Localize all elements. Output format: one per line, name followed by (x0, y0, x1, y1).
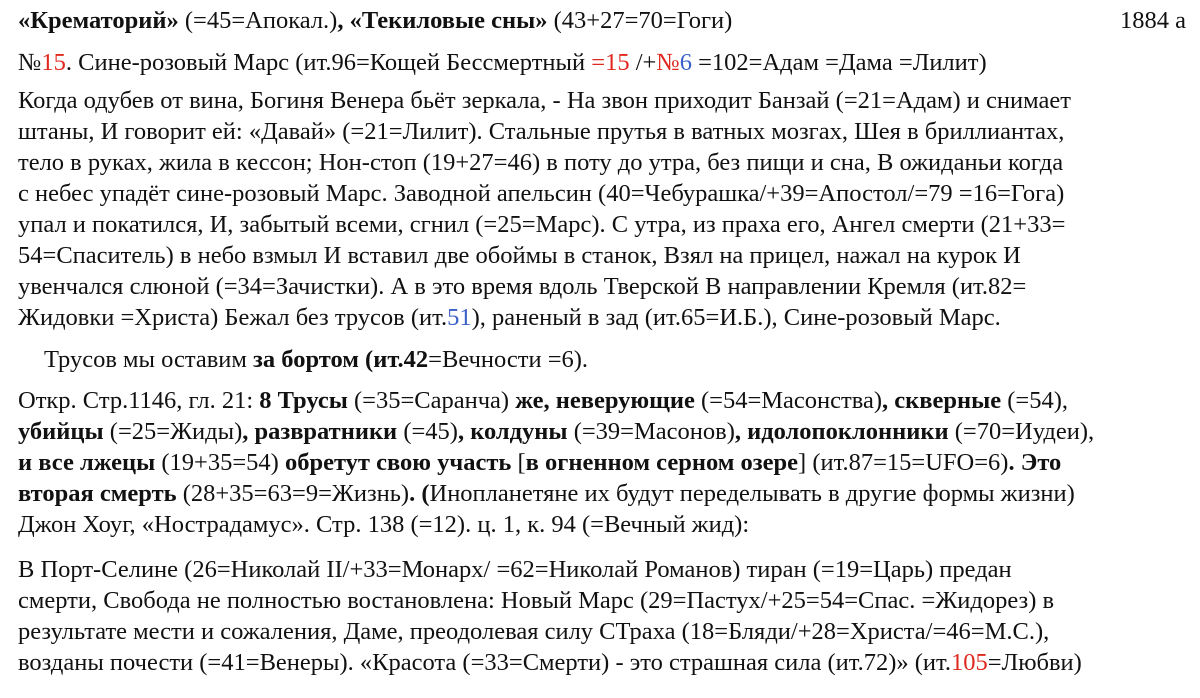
rev-text: (=45) (397, 418, 458, 445)
rev-bold: , идолопоклонники (734, 418, 949, 445)
poem-line-part: Жидовки =Христа) Бежал без трусов (ит. (18, 304, 448, 331)
poem-num: 15 (41, 49, 66, 76)
poem-title-text-c: =102=Адам =Дама =Лилит) (691, 49, 987, 76)
poem-title-text-a: . Сине-розовый Марс (ит.96=Кощей Бессмертный (65, 49, 592, 76)
poem-line-num: 51 (447, 304, 472, 331)
nostr-line: результате мести и сожаления, Даме, преодолевая силу СТраха (18=Бляди/+28=Христа/=46=М.С.), (18, 618, 1050, 645)
rev-bold: в огненном серном озере (525, 449, 799, 476)
poem-title-eq: = (591, 49, 606, 76)
rev-bold: 8 Трусы (259, 387, 348, 414)
rev-text: ] (ит.87=15=UFO=6) (798, 449, 1009, 476)
rev-bold: убийцы (18, 418, 104, 445)
note-text-b: за бортом (ит.42 (253, 346, 429, 373)
nostr-line (18, 648, 1082, 678)
note-text-c: =Вечности =6). (428, 346, 589, 373)
rev-text: (=35=Саранча) (347, 387, 516, 414)
nostr-num: 105 (951, 649, 988, 676)
rev-text: (=54), (1001, 387, 1068, 414)
rev-text: [ (511, 449, 526, 476)
poem-line: упал и покатился, И, забытый всеми, сгнил (=25=Марс). С утра, из праха его, Ангел смерти (21+33= (18, 211, 1066, 238)
rev-bold: вторая смерть (18, 480, 177, 507)
poem-title-text-b: /+ (629, 49, 657, 76)
header-title-2: , «Текиловые сны» (337, 7, 548, 34)
header-line (18, 6, 732, 36)
rev-bold: , колдуны (457, 418, 568, 445)
rev-bold: обретут свою участь (284, 449, 512, 476)
header-title-1-num: (=45=Апокал.) (178, 7, 338, 34)
rev-text: (=54=Масонства) (694, 387, 883, 414)
rev-bold: , развратники (242, 418, 398, 445)
poem-line-part: ), раненый в зад (ит.65=И.Б.), Сине-розовый Марс. (471, 304, 1001, 331)
rev-bold: . Это (1008, 449, 1062, 476)
rev-bold: и все лжецы (18, 449, 156, 476)
rev-text: (=70=Иудеи), (948, 418, 1095, 445)
poem-line: тело в руках, жила в кессон; Нон-стоп (19+27=46) в поту до утра, без пищи и сна, В ожиданьи когда (18, 149, 1064, 176)
rev-text: Откр. Стр.1146, гл. 21: (18, 387, 260, 414)
poem-line (18, 303, 1001, 333)
poem-line: Когда одубев от вина, Богиня Венера бьёт зеркала, - На звон приходит Банзай (=21=Адам) и снимает (18, 87, 1071, 114)
rev-line (18, 386, 1068, 416)
rev-text: Инопланетяне их будут переделывать в другие формы жизни) (429, 480, 1075, 507)
rev-bold: . ( (409, 480, 430, 507)
rev-line (18, 417, 1094, 447)
rev-line (18, 479, 1075, 509)
poem-title-num2: 15 (605, 49, 630, 76)
poem-title-num3-prefix: № (656, 49, 680, 76)
rev-line (18, 448, 1061, 478)
rev-text: (19+35=54) (155, 449, 285, 476)
note-line (44, 345, 588, 375)
header-title-2-num: (43+27=70=Гоги) (547, 7, 733, 34)
poem-title (18, 48, 987, 78)
nostr-text: возданы почести (=41=Венеры). «Красота (=33=Смерти) - это страшная сила (ит.72)» (ит. (18, 649, 952, 676)
nostr-line: смерти, Свобода не полностью востановлена: Новый Марс (29=Пастух/+25=54=Спас. =Жидорез) в (18, 587, 1055, 614)
rev-text: (=39=Масонов) (567, 418, 735, 445)
rev-bold: же, неверующие (515, 387, 695, 414)
note-text-a: Трусов мы оставим (44, 346, 254, 373)
poem-num-prefix: № (18, 49, 42, 76)
poem-line: увенчался слюной (=34=Зачистки). А в это время вдоль Тверской В направлении Кремля (ит.82= (18, 273, 1027, 300)
poem-line: штаны, И говорит ей: «Давай» (=21=Лилит). Стальные прутья в ватных мозгах, Шея в бриллиантах, (18, 118, 1065, 145)
page-number: 1884 а (1120, 7, 1186, 34)
poem-title-num3: 6 (679, 49, 692, 76)
header-title-1: «Крематорий» (18, 7, 179, 34)
rev-text: (=25=Жиды) (103, 418, 243, 445)
rev-text: (28+35=63=9=Жизнь) (176, 480, 410, 507)
nostr-line: В Порт-Селине (26=Николай II/+33=Монарх/ =62=Николай Романов) тиран (=19=Царь) предан (18, 556, 1012, 583)
nostr-text: =Любви) (987, 649, 1082, 676)
poem-line: с небес упадёт сине-розовый Марс. Заводной апельсин (40=Чебурашка/+39=Апостол/=79 =16=Гога) (18, 180, 1065, 207)
rev-bold: , скверные (882, 387, 1002, 414)
poem-line: 54=Спаситель) в небо взмыл И вставил две обоймы в станок, Взял на прицел, нажал на курок И (18, 242, 1021, 269)
rev-line: Джон Хоуг, «Нострадамус». Стр. 138 (=12). ц. 1, к. 94 (=Вечный жид): (18, 511, 750, 538)
